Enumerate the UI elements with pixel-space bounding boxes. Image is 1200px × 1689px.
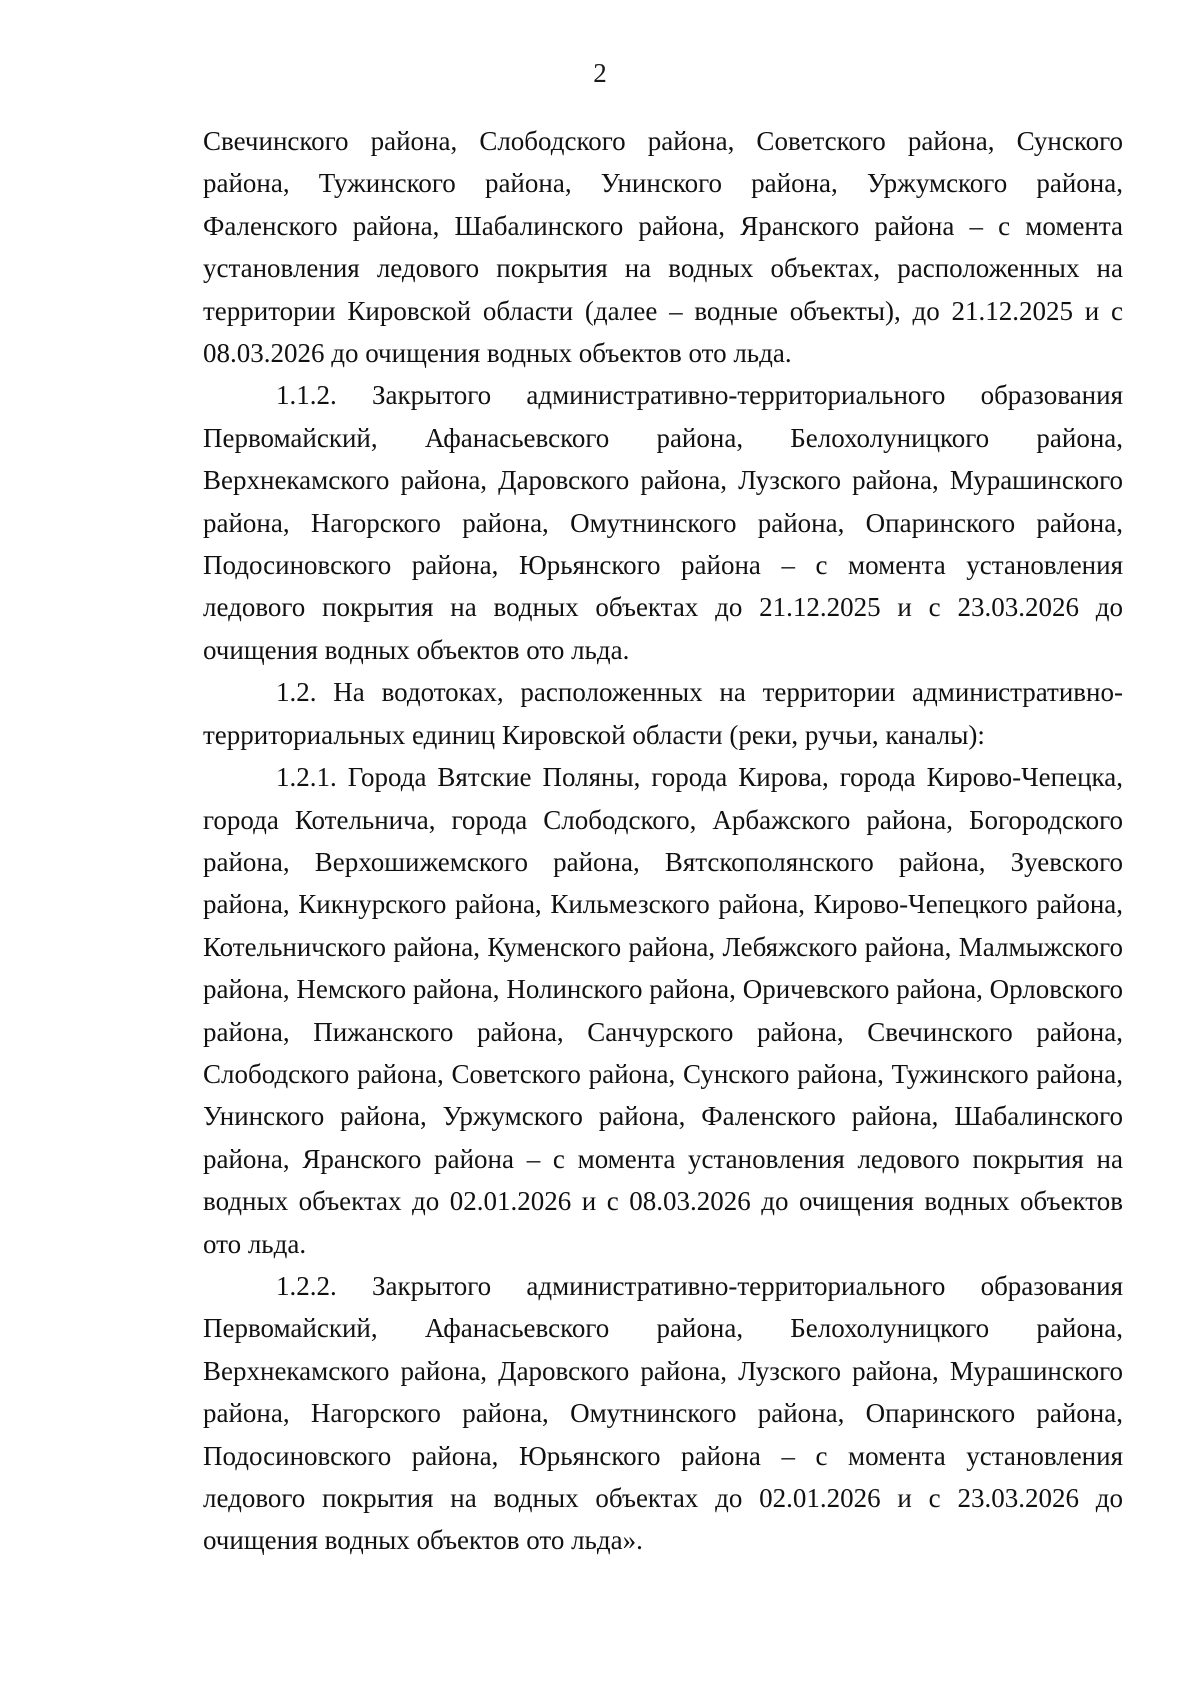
paragraph-1-2-2: 1.2.2. Закрытого административно-территориального образования Первомайский, Афанасьевского района, Белохолуницкого района, Верхнекамского района, Даровского района, Лузского района, Мурашинского района, Нагорского района, Омутнинского района, Опаринского района, Подосиновского района, Юрьянского района – с момента установления ледового покрытия на водных объектах до 02.01.2026 и с 23.03.2026 до очищения водных объектов ото льда». (203, 1270, 1123, 1556)
paragraph-1-2-1: 1.2.1. Города Вятские Поляны, города Кирова, города Кирово-Чепецка, города Котельнича, города Слободского, Арбажского района, Богородского района, Верхошижемского района, Вятскополянского района, Зуевского района, Кикнурского района, Кильмезского района, Кирово-Чепецкого района, Котельничского района, Куменского района, Лебяжского района, Малмыжского района, Немского района, Нолинского района, Оричевского района, Орловского района, Пижанского района, Санчурского района, Свечинского района, Слободского района, Советского района, Сунского района, Тужинского района, Унинского района, Уржумского района, Фаленского района, Шабалинского района, Яранского района – с момента установления ледового покрытия на водных объектах до 02.01.2026 и с 08.03.2026 до очищения водных объектов ото льда. (203, 762, 1123, 1259)
document-body (203, 120, 1123, 1562)
paragraph-continuation: Свечинского района, Слободского района, Советского района, Сунского района, Тужинского района, Унинского района, Уржумского района, Фаленского района, Шабалинского района, Яранского района – с момента установления ледового покрытия на водных объектах, расположенных на территории Кировской области (далее – водные объекты), до 21.12.2025 и с 08.03.2026 до очищения водных объектов ото льда. (203, 126, 1123, 369)
paragraph-1-1-2: 1.1.2. Закрытого административно-территориального образования Первомайский, Афанасьевского района, Белохолуницкого района, Верхнекамского района, Даровского района, Лузского района, Мурашинского района, Нагорского района, Омутнинского района, Опаринского района, Подосиновского района, Юрьянского района – с момента установления ледового покрытия на водных объектах до 21.12.2025 и с 23.03.2026 до очищения водных объектов ото льда. (203, 380, 1123, 665)
paragraph-1-2: 1.2. На водотоках, расположенных на территории административно-территориальных единиц Кировской области (реки, ручьи, каналы): (203, 677, 1123, 750)
page-number: 2 (593, 58, 607, 88)
